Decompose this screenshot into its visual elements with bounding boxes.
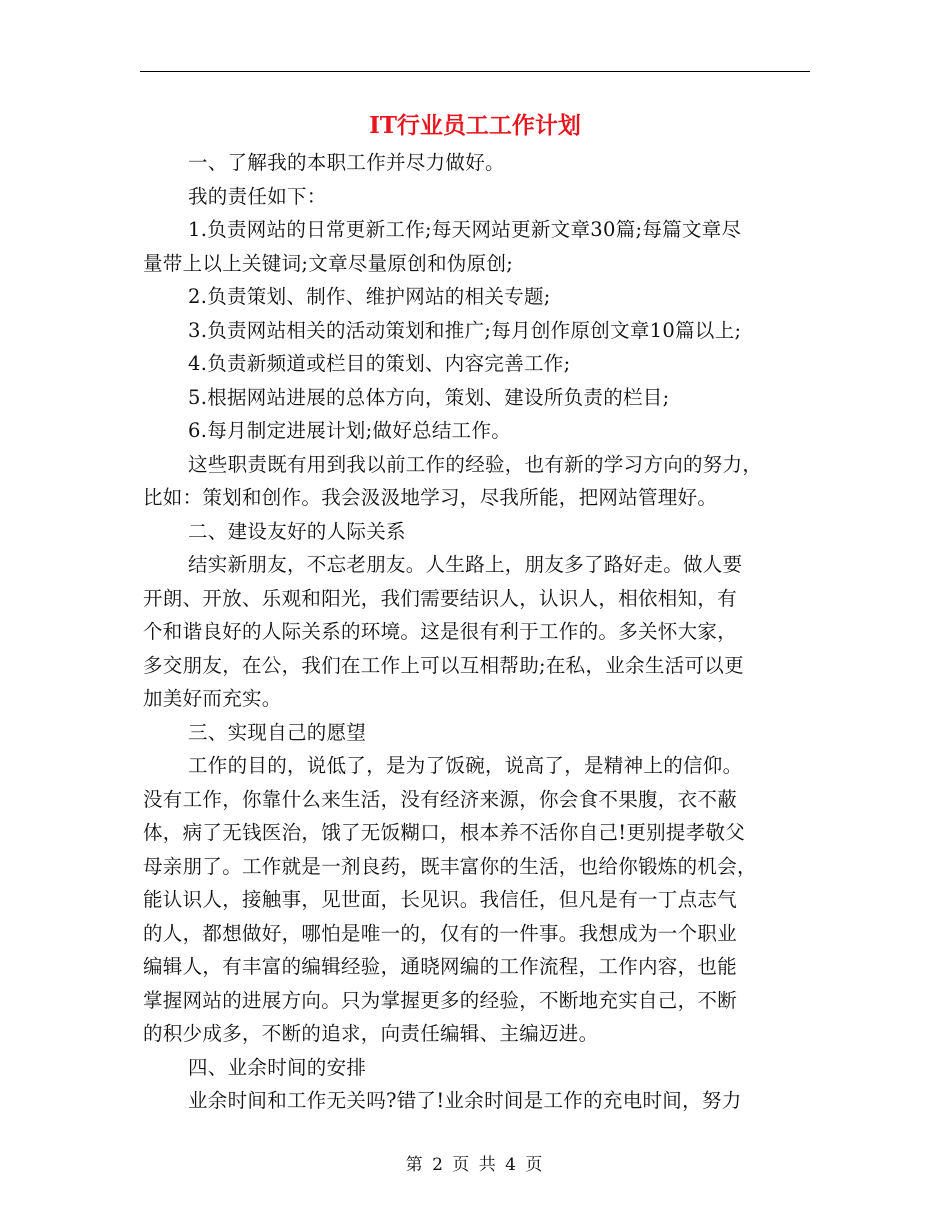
- body-line: 母亲朋了。工作就是一剂良药，既丰富你的生活，也给你锻炼的机会，: [143, 854, 757, 878]
- body-line: 的人，都想做好，哪怕是唯一的，仅有的一件事。我想成为一个职业: [143, 921, 738, 945]
- body-line: 2.负责策划、制作、维护网站的相关专题;: [188, 285, 551, 308]
- body-line: 工作的目的，说低了，是为了饭碗，说高了，是精神上的信仰。: [188, 754, 743, 777]
- body-line: 4.负责新频道或栏目的策划、内容完善工作;: [188, 352, 571, 375]
- body-line: 开朗、开放、乐观和阳光，我们需要结识人，认识人，相依相知，有: [143, 586, 738, 610]
- body-line: 加美好而充实。: [143, 687, 282, 710]
- body-line: 没有工作，你靠什么来生活，没有经济来源，你会食不果腹，衣不蔽: [143, 787, 738, 811]
- body-line: 掌握网站的进展方向。只为掌握更多的经验，不断地充实自己，不断: [143, 988, 738, 1012]
- header-rule: [140, 71, 810, 72]
- body-line: 能认识人，接触事，见世面，长见识。我信任，但凡是有一丁点志气: [143, 888, 738, 911]
- body-line: 多交朋友，在公，我们在工作上可以互相帮助;在私，业余生活可以更: [143, 653, 744, 677]
- body-line: 1.负责网站的日常更新工作;每天网站更新文章30篇;每篇文章尽: [188, 218, 742, 241]
- body-line: 业余时间和工作无关吗?错了!业余时间是工作的充电时间，努力: [188, 1089, 742, 1112]
- body-line: 6.每月制定进展计划;做好总结工作。: [188, 419, 512, 442]
- document-title: IT行业员工工作计划: [369, 112, 581, 139]
- body-line: 我的责任如下：: [188, 184, 327, 208]
- page-footer: 第 2 页 共 4 页: [405, 1155, 545, 1175]
- body-line: 结实新朋友，不忘老朋友。人生路上，朋友多了路好走。做人要: [188, 553, 743, 576]
- body-line: 体，病了无钱医治，饿了无饭糊口，根本养不活你自己!更别提孝敬父: [143, 821, 746, 844]
- section-heading: 四、业余时间的安排: [188, 1055, 367, 1079]
- body-line: 个和谐良好的人际关系的环境。这是很有利于工作的。多关怀大家，: [143, 620, 738, 643]
- body-line: 5.根据网站进展的总体方向，策划、建设所负责的栏目;: [188, 385, 670, 409]
- body-line: 的积少成多，不断的追求，向责任编辑、主编迈进。: [143, 1022, 599, 1045]
- body-line: 这些职责既有用到我以前工作的经验，也有新的学习方向的努力，: [188, 452, 763, 476]
- body-line: 编辑人，有丰富的编辑经验，通晓网编的工作流程，工作内容，也能: [143, 955, 738, 978]
- document-body: [143, 146, 808, 1118]
- body-line: 比如：策划和创作。我会汲汲地学习，尽我所能，把网站管理好。: [143, 486, 718, 509]
- body-line: 量带上以上关键词;文章尽量原创和伪原创;: [143, 251, 514, 275]
- body-line: 3.负责网站相关的活动策划和推广;每月创作原创文章10篇以上;: [188, 318, 742, 342]
- section-heading: 二、建设友好的人际关系: [188, 519, 406, 543]
- body-line: 一、了解我的本职工作并尽力做好。: [188, 151, 505, 174]
- section-heading: 三、实现自己的愿望: [188, 720, 367, 744]
